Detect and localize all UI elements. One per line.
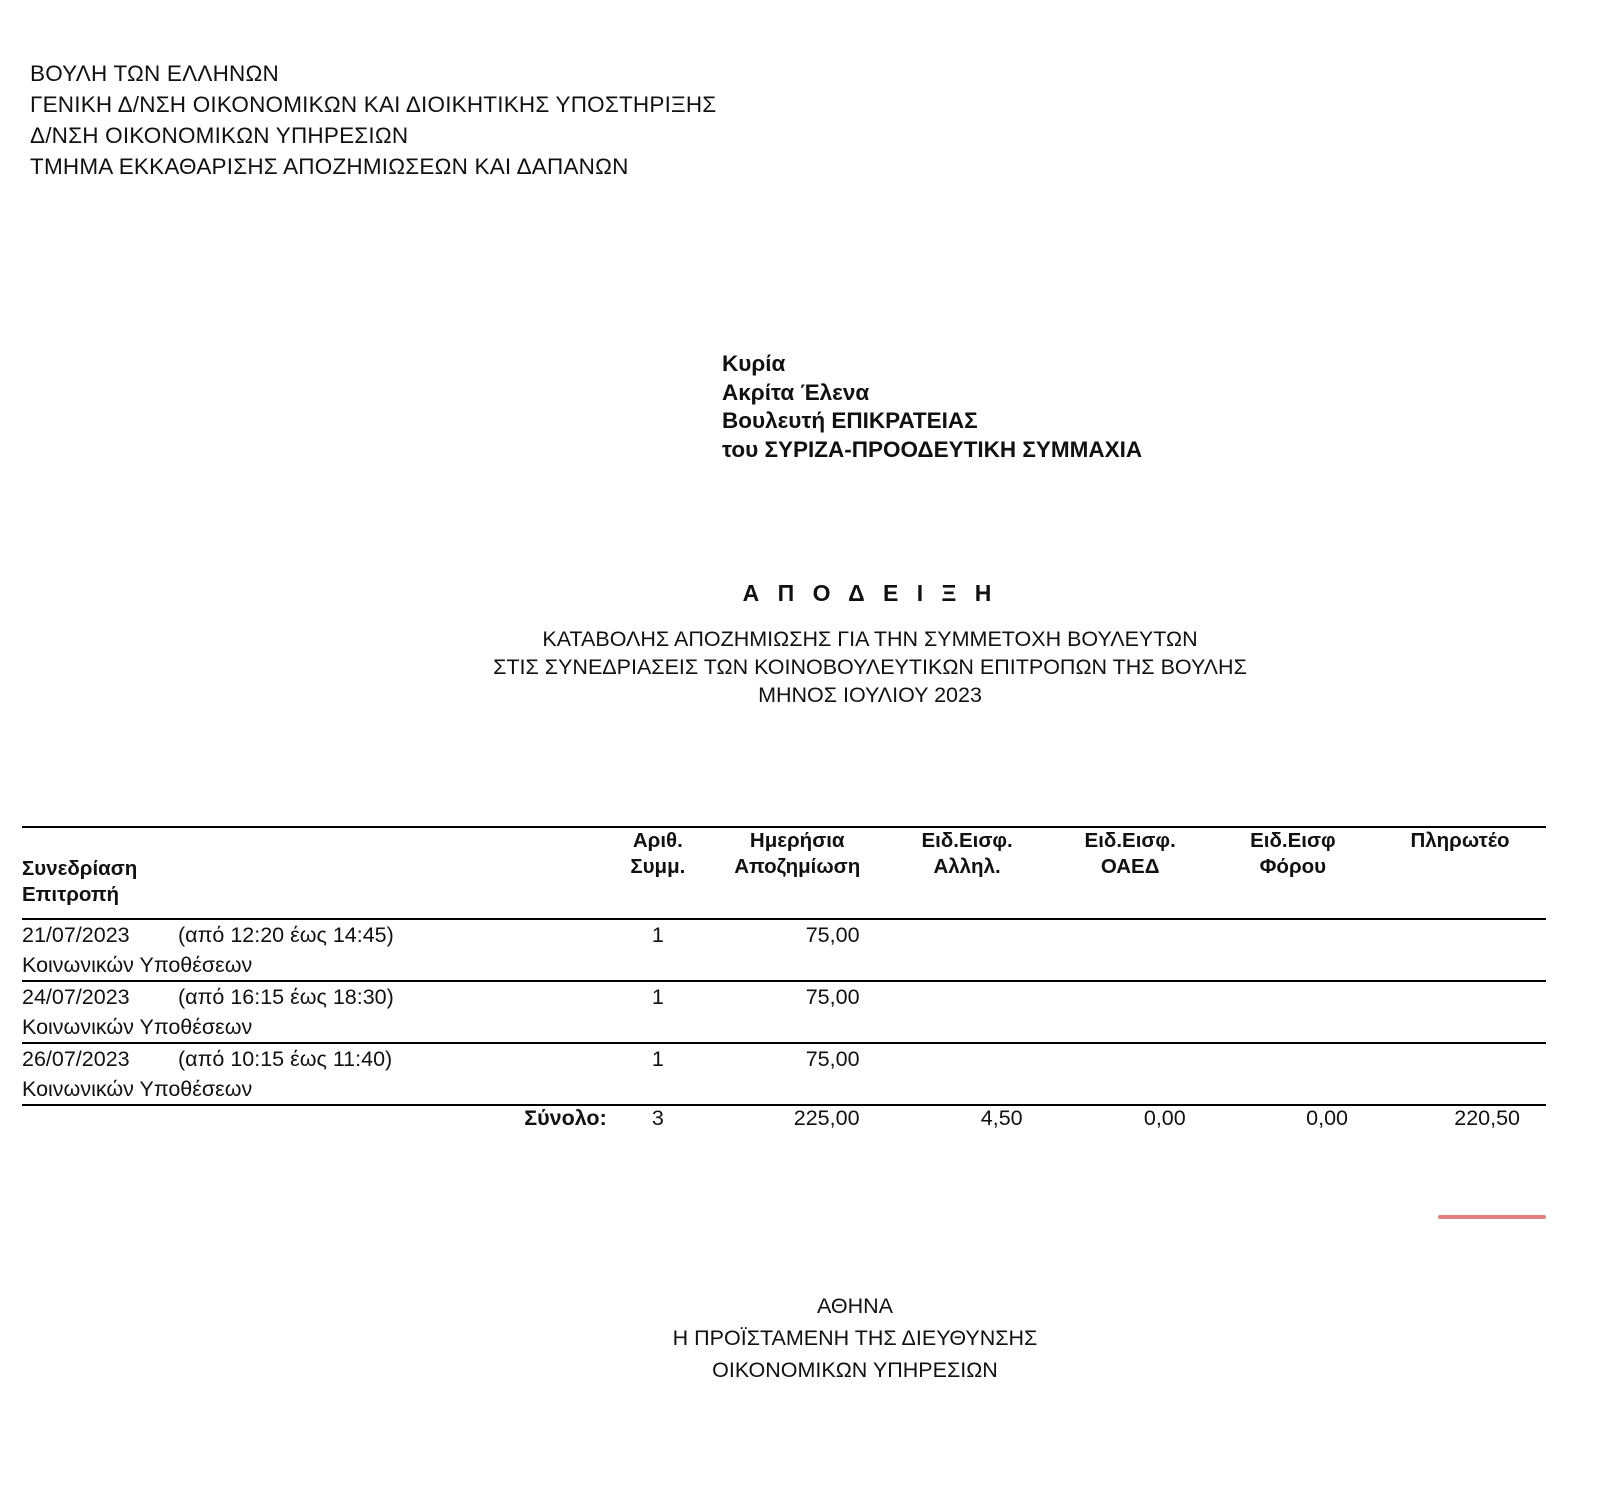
footer-signer-title-line-2: ΟΙΚΟΝΟΜΙΚΩΝ ΥΠΗΡΕΣΙΩΝ: [712, 1358, 998, 1382]
signature-block: [0, 1290, 1620, 1386]
session-cell: 24/07/2023 (από 16:15 έως 18:30) Κοινωνικών Υποθέσεων: [22, 981, 607, 1043]
column-header-oaed-contribution: Ειδ.Εισφ. ΟΑΕΔ: [1049, 827, 1212, 919]
oaed-cell: [1049, 919, 1212, 981]
footer-city: ΑΘΗΝΑ: [816, 1294, 893, 1318]
letterhead-line-1: ΒΟΥΛΗ ΤΩΝ ΕΛΛΗΝΩΝ: [30, 61, 279, 86]
recipient-salutation: Κυρία: [722, 351, 786, 376]
column-header-daily-compensation: Ημερήσια Αποζημίωση: [709, 827, 886, 919]
total-daily-compensation: 225,00: [793, 1106, 860, 1130]
solidarity-cell: [886, 981, 1049, 1043]
participations-cell: 1: [607, 1043, 709, 1105]
tax-cell: [1212, 981, 1374, 1043]
recipient-block: [722, 350, 1142, 464]
letterhead-line-3: Δ/ΝΣΗ ΟΙΚΟΝΟΜΙΚΩΝ ΥΠΗΡΕΣΙΩΝ: [30, 123, 409, 148]
column-header-solidarity-contribution: Ειδ.Εισφ. Αλληλ.: [886, 827, 1049, 919]
payable-cell: [1374, 1043, 1546, 1105]
letterhead-line-4: ΤΜΗΜΑ ΕΚΚΑΘΑΡΙΣΗΣ ΑΠΟΖΗΜΙΩΣΕΩΝ ΚΑΙ ΔΑΠΑΝΩΝ: [30, 154, 629, 179]
total-participations: 3: [651, 1106, 664, 1130]
solidarity-cell: [886, 919, 1049, 981]
solidarity-cell: [886, 1043, 1049, 1105]
letterhead-line-2: ΓΕΝΙΚΗ Δ/ΝΣΗ ΟΙΚΟΝΟΜΙΚΩΝ ΚΑΙ ΔΙΟΙΚΗΤΙΚΗΣ ΥΠΟΣΤΗΡΙΞΗΣ: [30, 92, 717, 117]
column-header-session: Συνεδρίαση Επιτροπή: [22, 827, 607, 919]
participations-cell: 1: [607, 981, 709, 1043]
recipient-role: Βουλευτή ΕΠΙΚΡΑΤΕΙΑΣ: [722, 408, 978, 433]
table-header-row: [22, 827, 1546, 919]
tax-cell: [1212, 1043, 1374, 1105]
oaed-cell: [1049, 1043, 1212, 1105]
participations-cell: 1: [607, 919, 709, 981]
tax-cell: [1212, 919, 1374, 981]
table-row: [22, 981, 1546, 1043]
session-cell: 21/07/2023 (από 12:20 έως 14:45) Κοινωνικών Υποθέσεων: [22, 919, 607, 981]
column-header-participations: Αριθ. Συμμ.: [607, 827, 709, 919]
total-oaed: 0,00: [1143, 1106, 1186, 1130]
compensation-table: [22, 826, 1546, 1131]
column-header-payable: Πληρωτέο: [1374, 827, 1546, 919]
total-tax: 0,00: [1306, 1106, 1348, 1130]
table-total-row: [22, 1105, 1546, 1131]
page-title: Α Π Ο Δ Ε Ι Ξ Η: [742, 580, 998, 606]
column-header-tax-contribution: Ειδ.Εισφ Φόρου: [1212, 827, 1374, 919]
oaed-cell: [1049, 981, 1212, 1043]
subtitle-line-3: ΜΗΝΟΣ ΙΟΥΛΙΟΥ 2023: [758, 683, 982, 707]
page-subtitle: [0, 625, 1620, 709]
letterhead: [30, 58, 716, 182]
daily-compensation-cell: 75,00: [709, 1043, 886, 1105]
footer-signer-title-line-1: Η ΠΡΟΪΣΤΑΜΕΝΗ ΤΗΣ ΔΙΕΥΘΥΝΣΗΣ: [672, 1326, 1038, 1350]
subtitle-line-1: ΚΑΤΑΒΟΛΗΣ ΑΠΟΖΗΜΙΩΣΗΣ ΓΙΑ ΤΗΝ ΣΥΜΜΕΤΟΧΗ ΒΟΥΛΕΥΤΩΝ: [542, 627, 1198, 651]
recipient-name: Ακρίτα Έλενα: [722, 379, 870, 405]
daily-compensation-cell: 75,00: [709, 981, 886, 1043]
table-row: [22, 919, 1546, 981]
total-solidarity: 4,50: [980, 1106, 1023, 1130]
session-cell: 26/07/2023 (από 10:15 έως 11:40) Κοινωνικών Υποθέσεων: [22, 1043, 607, 1105]
total-payable: 220,50: [1454, 1106, 1520, 1130]
table-row: [22, 1043, 1546, 1105]
subtitle-line-2: ΣΤΙΣ ΣΥΝΕΔΡΙΑΣΕΙΣ ΤΩΝ ΚΟΙΝΟΒΟΥΛΕΥΤΙΚΩΝ ΕΠΙΤΡΟΠΩΝ ΤΗΣ ΒΟΥΛΗΣ: [493, 655, 1247, 679]
payable-cell: [1374, 981, 1546, 1043]
total-label: Σύνολο:: [524, 1106, 607, 1130]
payable-cell: [1374, 919, 1546, 981]
daily-compensation-cell: 75,00: [709, 919, 886, 981]
recipient-party: του ΣΥΡΙΖΑ-ΠΡΟΟΔΕΥΤΙΚΗ ΣΥΜΜΑΧΙΑ: [722, 436, 1143, 462]
payable-highlight-underline: [1438, 1215, 1546, 1219]
